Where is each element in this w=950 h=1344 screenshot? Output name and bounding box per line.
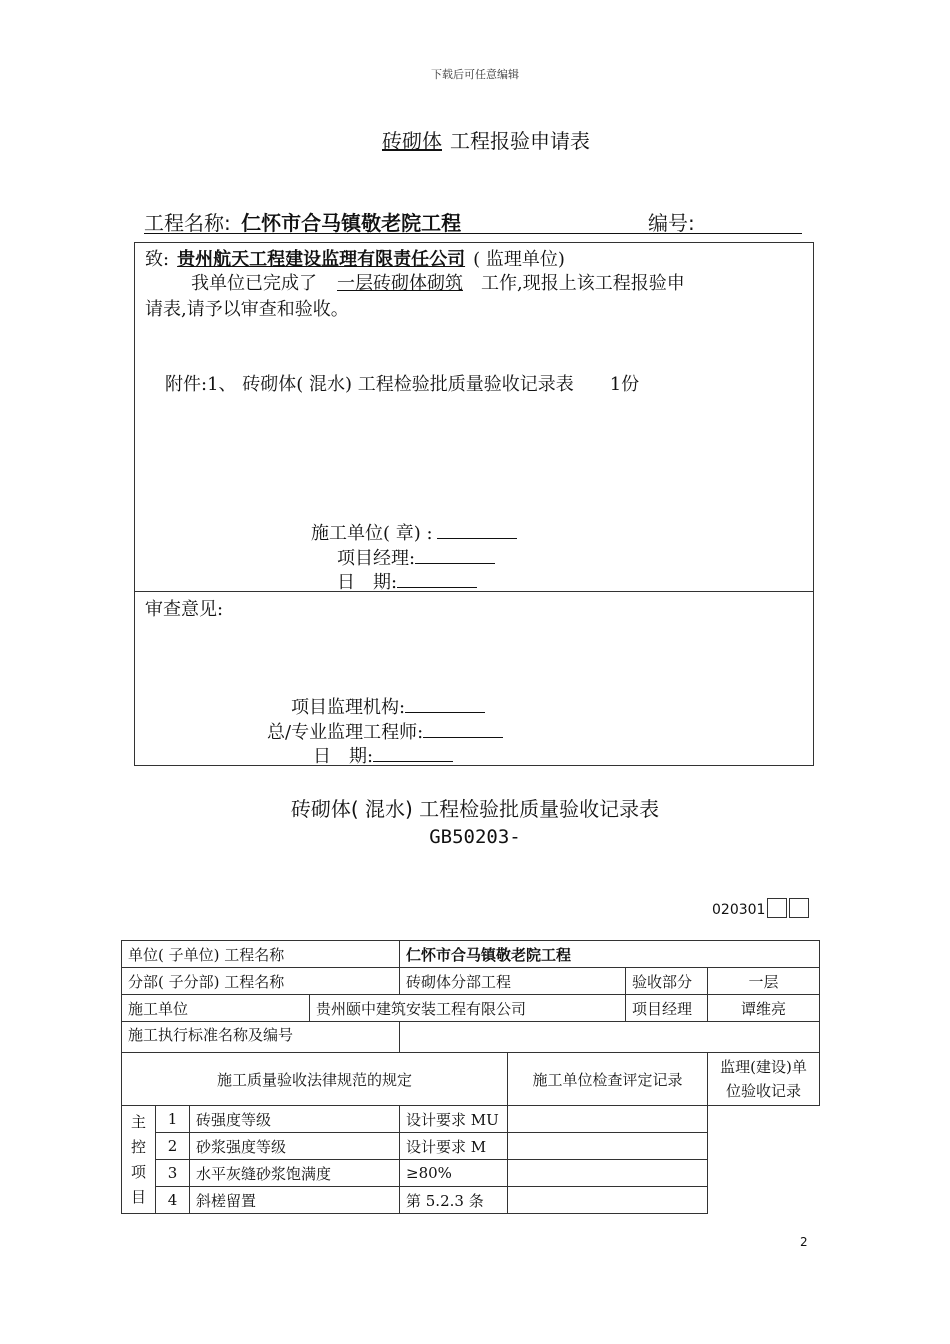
manager-label: 项目经理 — [626, 995, 708, 1022]
contractor-blank — [437, 522, 517, 539]
unit-label: 单位( 子单位) 工程名称 — [122, 941, 400, 968]
pm-line — [337, 544, 495, 570]
row-item: 斜槎留置 — [190, 1187, 400, 1214]
to-role: ( 监理单位) — [473, 249, 565, 270]
divider — [135, 591, 813, 592]
contractor-label: 施工单位( 章) : — [311, 523, 433, 544]
supervision-org-blank — [405, 696, 485, 713]
row-check — [508, 1160, 708, 1187]
row-req: 第 5.2.3 条 — [400, 1187, 508, 1214]
attachment-line — [165, 370, 639, 396]
attachment: 附件:1、 砖砌体( 混水) 工程检验批质量验收记录表 — [165, 374, 574, 395]
serial-box-1 — [767, 898, 787, 918]
engineer-label: 总/专业监理工程师: — [267, 722, 424, 743]
body-pre: 我单位已完成了 — [191, 273, 317, 294]
body-line1 — [191, 269, 685, 295]
row-req: 设计要求 MU — [400, 1106, 508, 1133]
serial-box-2 — [789, 898, 809, 918]
body-post: 工作,现报上该工程报验申 — [481, 273, 685, 294]
row-item: 砂浆强度等级 — [190, 1133, 400, 1160]
col-check: 施工单位检查评定记录 — [508, 1053, 708, 1106]
title-blank: 砖砌体 — [382, 129, 442, 153]
project-name: 仁怀市合马镇敬老院工程 — [241, 211, 462, 235]
inspection-table — [121, 940, 820, 1214]
col-supervise: 监理(建设)单位验收记录 — [708, 1053, 820, 1106]
sub-label: 分部( 子分部) 工程名称 — [122, 968, 400, 995]
row-no: 1 — [156, 1106, 190, 1133]
form2-code: GB50203- — [429, 826, 521, 848]
pm-label: 项目经理: — [337, 548, 416, 569]
date-blank — [397, 571, 477, 588]
serial-line — [712, 898, 809, 918]
row-req: ≥80% — [400, 1160, 508, 1187]
builder-label: 施工单位 — [122, 995, 310, 1022]
header-note: 下载后可任意编辑 — [431, 68, 519, 81]
builder-value: 贵州颐中建筑安装工程有限公司 — [310, 995, 626, 1022]
manager-value: 谭维亮 — [708, 995, 820, 1022]
supervision-org-label: 项目监理机构: — [291, 697, 406, 718]
form1-title — [0, 125, 950, 154]
standard-label: 施工执行标准名称及编号 — [122, 1022, 400, 1053]
engineer-blank — [423, 721, 503, 738]
attachment-count: 1份 — [609, 374, 640, 395]
sub-value: 砖砌体分部工程 — [400, 968, 626, 995]
supervision-org-line — [291, 693, 485, 719]
number-label: 编号: — [648, 211, 695, 235]
application-box — [134, 242, 814, 766]
row-no: 2 — [156, 1133, 190, 1160]
page-number: 2 — [800, 1235, 808, 1249]
row-req: 设计要求 M — [400, 1133, 508, 1160]
row-item: 砖强度等级 — [190, 1106, 400, 1133]
to-company: 贵州航天工程建设监理有限责任公司 — [177, 249, 466, 270]
engineer-line — [267, 718, 503, 744]
body-line2: 请表,请予以审查和验收。 — [145, 299, 349, 320]
main-group-char: 目 — [130, 1187, 146, 1206]
part-value: 一层 — [708, 968, 820, 995]
body-blank: 一层砖砌体砌筑 — [337, 273, 463, 294]
project-line — [144, 207, 802, 234]
project-label: 工程名称: — [144, 211, 231, 235]
part-label: 验收部分 — [626, 968, 708, 995]
serial: 020301 — [712, 902, 766, 918]
review-label: 审查意见: — [145, 599, 224, 620]
row-item: 水平灰缝砂浆饱满度 — [190, 1160, 400, 1187]
row-no: 4 — [156, 1187, 190, 1214]
to-line — [145, 245, 565, 271]
col-rules: 施工质量验收法律规范的规定 — [122, 1053, 508, 1106]
row-check — [508, 1106, 708, 1133]
main-group-char: 项 — [130, 1162, 146, 1181]
row-check — [508, 1133, 708, 1160]
row-check — [508, 1187, 708, 1214]
main-group-char: 控 — [130, 1137, 146, 1156]
main-group — [122, 1106, 156, 1214]
date-label: 日 期: — [337, 572, 398, 593]
form2-title: 砖砌体( 混水) 工程检验批质量验收记录表 — [290, 797, 660, 821]
to-label: 致: — [145, 249, 170, 270]
date2-line — [313, 742, 453, 768]
unit-value: 仁怀市合马镇敬老院工程 — [400, 941, 820, 968]
title-rest: 工程报验申请表 — [450, 129, 590, 153]
row-no: 3 — [156, 1160, 190, 1187]
standard-value — [400, 1022, 820, 1053]
date2-blank — [373, 745, 453, 762]
row-supervise — [708, 1106, 820, 1214]
date2-label: 日 期: — [313, 746, 374, 767]
main-group-char: 主 — [130, 1112, 146, 1131]
pm-blank — [415, 547, 495, 564]
contractor-line — [311, 519, 517, 545]
